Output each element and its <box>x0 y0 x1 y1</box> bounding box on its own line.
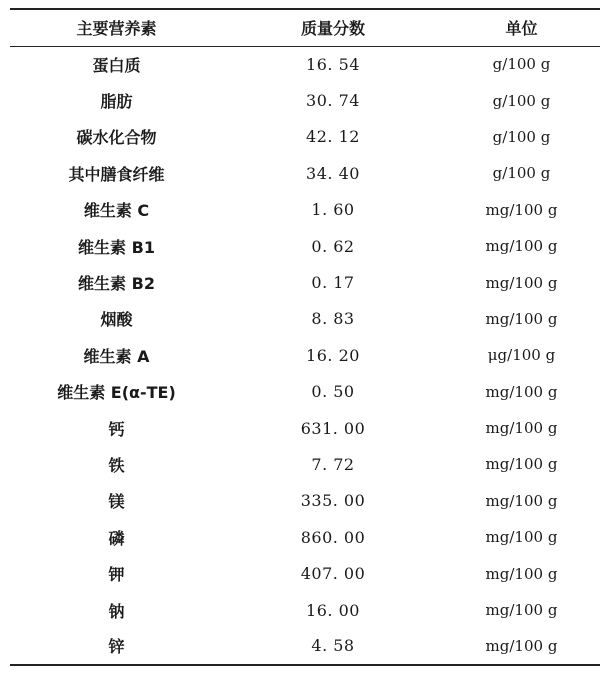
nutrient-name: 铁 <box>108 455 125 475</box>
nutrient-value: 0. 17 <box>311 273 355 293</box>
header-nutrient: 主要营养素 <box>76 19 157 39</box>
nutrient-unit: g/100 g <box>492 164 551 183</box>
nutrient-value: 335. 00 <box>300 491 366 511</box>
table-row <box>10 192 600 228</box>
nutrient-value: 30. 74 <box>306 91 360 111</box>
nutrient-name: 钠 <box>108 601 125 621</box>
table-row <box>10 628 600 664</box>
nutrient-name: 钙 <box>108 419 125 439</box>
nutrient-name: 钾 <box>108 565 125 585</box>
nutrient-name: 锌 <box>108 637 125 657</box>
nutrient-unit: mg/100 g <box>485 601 558 620</box>
table-row <box>10 592 600 628</box>
nutrient-value: 4. 58 <box>311 636 355 656</box>
header-unit: 单位 <box>505 19 538 39</box>
nutrient-name: 烟酸 <box>100 310 133 330</box>
nutrient-value: 407. 00 <box>300 564 366 584</box>
table-row <box>10 555 600 591</box>
nutrient-value: 16. 20 <box>306 345 360 365</box>
nutrient-name: 碳水化合物 <box>76 128 157 148</box>
table-row <box>10 82 600 118</box>
nutrient-name: 镁 <box>108 492 125 512</box>
nutrient-name: 维生素 B1 <box>78 237 155 257</box>
nutrient-value: 8. 83 <box>311 309 355 329</box>
nutrient-table-container <box>10 8 600 666</box>
nutrient-unit: μg/100 g <box>487 346 556 365</box>
table-row <box>10 483 600 519</box>
nutrient-value: 631. 00 <box>300 418 366 438</box>
table-body <box>10 46 600 665</box>
nutrient-unit: mg/100 g <box>485 491 558 510</box>
table-row <box>10 519 600 555</box>
nutrient-unit: g/100 g <box>492 91 551 110</box>
table-row <box>10 410 600 446</box>
nutrient-value: 16. 00 <box>306 600 360 620</box>
nutrient-table <box>10 8 600 666</box>
table-row <box>10 228 600 264</box>
nutrient-name: 脂肪 <box>100 92 133 112</box>
table-row <box>10 301 600 337</box>
nutrient-value: 34. 40 <box>306 163 360 183</box>
nutrient-value: 0. 50 <box>311 382 355 402</box>
table-header <box>10 9 600 46</box>
nutrient-unit: mg/100 g <box>485 636 558 655</box>
nutrient-unit: mg/100 g <box>485 273 558 292</box>
table-row <box>10 119 600 155</box>
nutrient-unit: mg/100 g <box>485 564 558 583</box>
table-row <box>10 264 600 300</box>
table-row <box>10 337 600 373</box>
nutrient-value: 1. 60 <box>311 200 355 220</box>
table-row <box>10 374 600 410</box>
nutrient-name: 维生素 E(α-TE) <box>57 383 176 403</box>
nutrient-value: 42. 12 <box>306 127 360 147</box>
nutrient-unit: mg/100 g <box>485 237 558 256</box>
nutrient-name: 蛋白质 <box>92 55 141 75</box>
nutrient-unit: g/100 g <box>492 127 551 146</box>
table-row <box>10 46 600 82</box>
nutrient-unit: mg/100 g <box>485 309 558 328</box>
nutrient-value: 16. 54 <box>306 54 360 74</box>
nutrient-name: 其中膳食纤维 <box>68 164 165 184</box>
nutrient-name: 维生素 A <box>83 346 150 366</box>
nutrient-name: 维生素 B2 <box>78 274 155 294</box>
nutrient-value: 7. 72 <box>311 454 355 474</box>
table-row <box>10 155 600 191</box>
nutrient-unit: g/100 g <box>492 55 551 74</box>
nutrient-unit: mg/100 g <box>485 528 558 547</box>
nutrient-name: 磷 <box>108 528 125 548</box>
table-row <box>10 446 600 482</box>
header-row <box>10 9 600 46</box>
nutrient-name: 维生素 C <box>83 201 150 221</box>
nutrient-unit: mg/100 g <box>485 419 558 438</box>
nutrient-unit: mg/100 g <box>485 200 558 219</box>
nutrient-unit: mg/100 g <box>485 382 558 401</box>
nutrient-unit: mg/100 g <box>485 455 558 474</box>
nutrient-value: 0. 62 <box>311 236 355 256</box>
header-mass-fraction: 质量分数 <box>300 19 365 39</box>
nutrient-value: 860. 00 <box>300 527 366 547</box>
